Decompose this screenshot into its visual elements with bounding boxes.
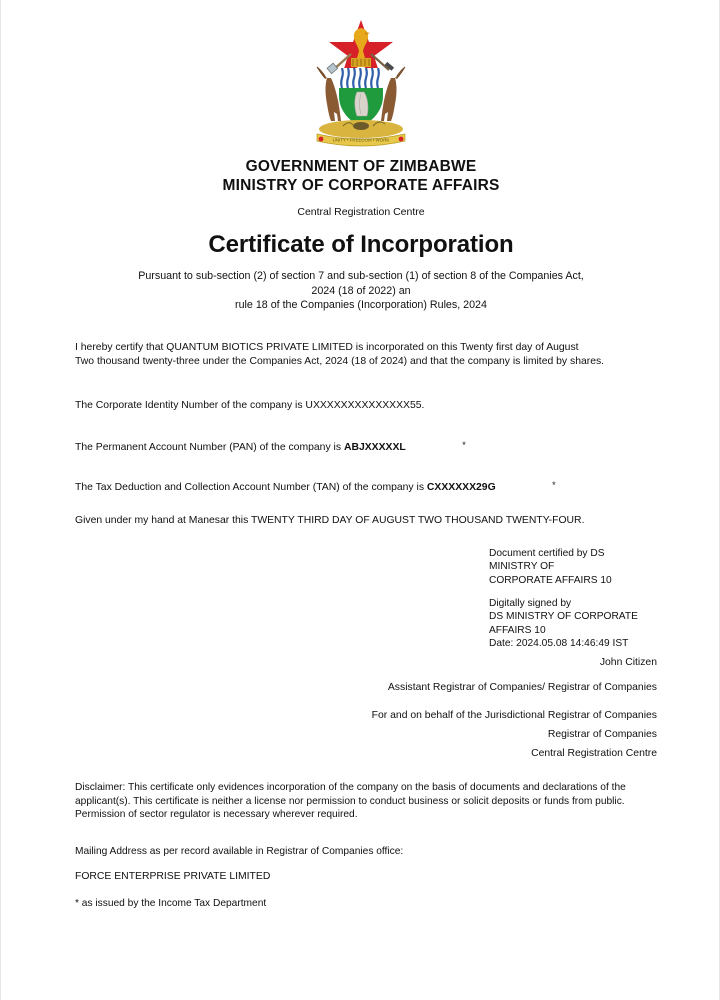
zimbabwe-coat-of-arms-icon xyxy=(281,18,441,150)
tan-value: CXXXXXX29G xyxy=(426,482,496,493)
pan-line xyxy=(75,438,651,455)
corporate-identity-number-line: The Corporate Identity Number of the company is UXXXXXXXXXXXXXX55. xyxy=(75,400,425,411)
certify-line-1: I hereby certify that QUANTUM BIOTICS PRIVATE LIMITED is incorporated on this Twenty first day of August xyxy=(75,342,579,353)
kudu-right-icon xyxy=(381,67,405,121)
signed-line-1: Digitally signed by xyxy=(489,598,572,609)
tan-line xyxy=(75,478,651,495)
certify-line-2: Two thousand twenty-three under the Companies Act, 2024 (18 of 2024) and that the company is limited by shares. xyxy=(75,356,605,367)
signature-date: Date: 2024.05.08 14:46:49 IST xyxy=(489,638,629,650)
pursuant-line-1: Pursuant to sub-section (2) of section 7 and sub-section (1) of section 8 of the Companies Act, xyxy=(138,270,584,282)
government-title xyxy=(1,158,720,195)
government-line-2: MINISTRY OF CORPORATE AFFAIRS xyxy=(222,176,500,194)
mailing-address-company: FORCE ENTERPRISE PRIVATE LIMITED xyxy=(75,871,271,882)
digital-signature-block xyxy=(489,597,699,651)
signatory-centre: Central Registration Centre xyxy=(531,748,657,759)
pan-value: ABJXXXXXL xyxy=(343,442,406,453)
disclaimer-text: Disclaimer: This certificate only evidences incorporation of the company on the basis of documents and declarations of the applicant(s). This certificate is neither a license nor permission to conduct business or solicit deposits or funds from public. Permission of sector regulator is necessary wherever required. xyxy=(75,782,626,821)
emblem-container xyxy=(1,18,720,155)
given-under-hand-line: Given under my hand at Manesar this TWENTY THIRD DAY OF AUGUST TWO THOUSAND TWENTY-FOUR. xyxy=(75,515,585,526)
signed-line-2: DS MINISTRY OF CORPORATE xyxy=(489,611,638,623)
pan-label: The Permanent Account Number (PAN) of the company is xyxy=(75,442,344,453)
asterisk-footnote: * as issued by the Income Tax Department xyxy=(75,898,267,909)
signatory-name: John Citizen xyxy=(599,657,657,668)
signatory-on-behalf: For and on behalf of the Jurisdictional Registrar of Companies xyxy=(371,710,657,721)
certify-paragraph xyxy=(75,341,651,369)
registration-centre-line: Central Registration Centre xyxy=(297,206,425,218)
tan-asterisk: * xyxy=(552,480,556,490)
certified-line-1: Document certified by DS xyxy=(489,548,605,559)
pursuant-line-3: rule 18 of the Companies (Incorporation) Rules, 2024 xyxy=(235,299,487,312)
certified-line-2: MINISTRY OF xyxy=(489,561,555,573)
certified-line-3: CORPORATE AFFAIRS 10 xyxy=(489,574,612,586)
kudu-left-icon xyxy=(317,67,341,121)
pursuant-clause xyxy=(101,269,621,313)
page-title: Certificate of Incorporation xyxy=(208,231,514,258)
tan-label: The Tax Deduction and Collection Account Number (TAN) of the company is xyxy=(75,482,427,493)
signatory-registrar: Registrar of Companies xyxy=(547,729,657,740)
pan-asterisk: * xyxy=(462,440,466,450)
mailing-address-heading: Mailing Address as per record available in Registrar of Companies office: xyxy=(75,846,404,857)
government-line-1: GOVERNMENT OF ZIMBABWE xyxy=(245,158,477,175)
signed-line-3: AFFAIRS 10 xyxy=(489,624,546,636)
emblem-motto: UNITY • FREEDOM • WORK xyxy=(332,137,390,143)
pursuant-line-2: 2024 (18 of 2022) an xyxy=(311,284,411,297)
signatory-designation: Assistant Registrar of Companies/ Registrar of Companies xyxy=(387,682,657,693)
document-certified-block xyxy=(489,547,689,587)
